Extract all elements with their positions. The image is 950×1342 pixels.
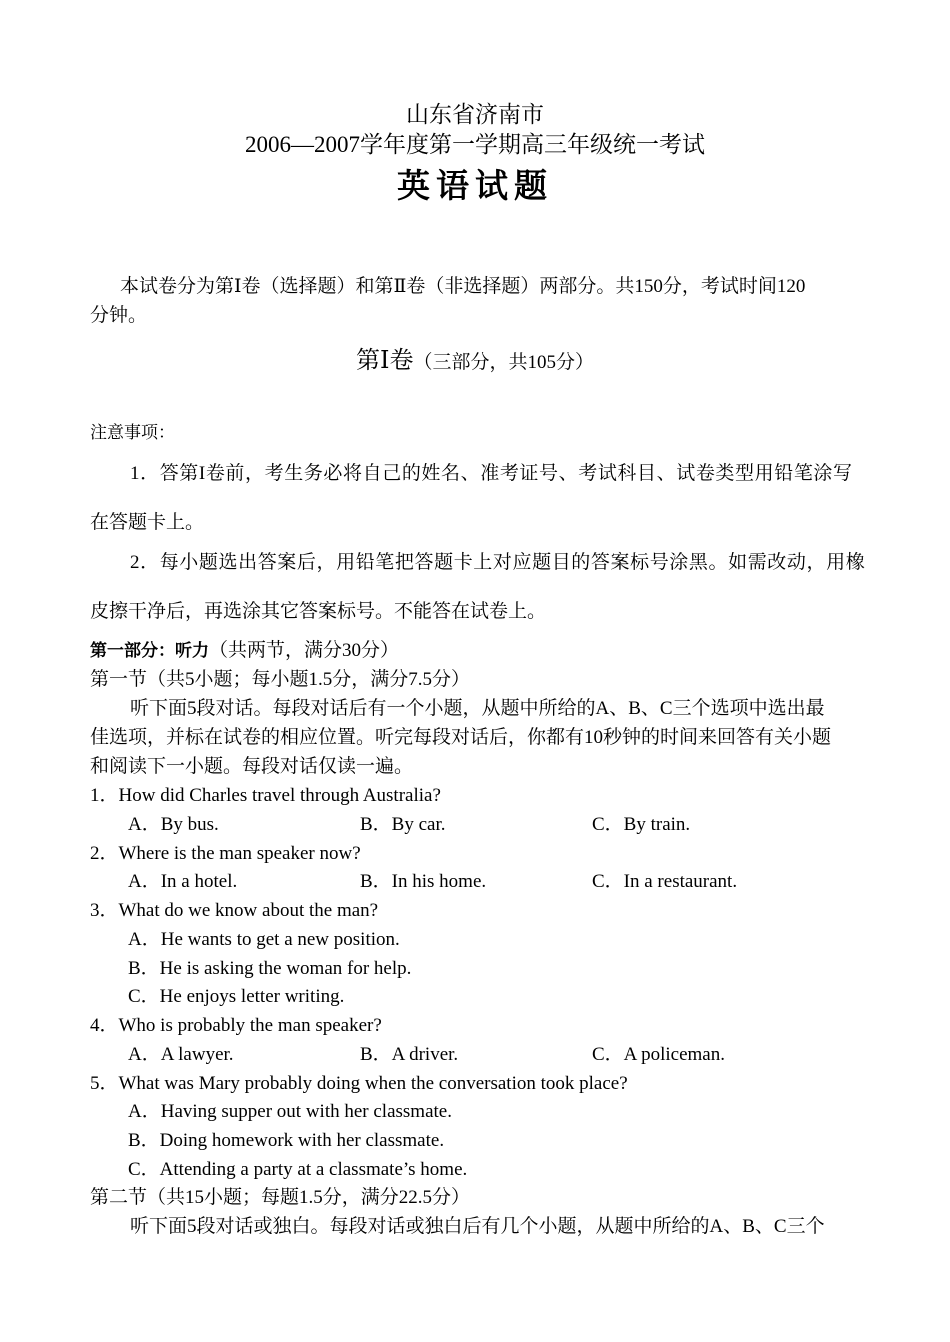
notice-item-1-line-2: 在答题卡上。 (90, 512, 205, 533)
question-5-option-b: B．Doing homework with her classmate. (128, 1130, 445, 1151)
volume-title: 第Ⅰ卷 (356, 348, 414, 374)
section1-instructions-line-1: 听下面5段对话。每段对话后有一个小题，从题中所给的A、B、C三个选项中选出最 (130, 698, 825, 719)
question-5-option-c: C．Attending a party at a classmate’s home. (128, 1159, 468, 1180)
question-1-stem: 1．How did Charles travel through Australia? (90, 785, 441, 806)
question-4-option-a: A．A lawyer. (128, 1044, 234, 1065)
question-1-option-c: C．By train. (592, 814, 691, 835)
question-2-stem: 2．Where is the man speaker now? (90, 843, 361, 864)
question-2-option-b: B．In his home. (360, 871, 487, 892)
question-4-stem: 4．Who is probably the man speaker? (90, 1015, 382, 1036)
volume-heading (0, 340, 950, 375)
section1-instructions-line-2: 佳选项，并标在试卷的相应位置。听完每段对话后，你都有10秒钟的时间来回答有关小题 (90, 727, 832, 748)
question-3-stem: 3．What do we know about the man? (90, 900, 379, 921)
question-3-option-b: B．He is asking the woman for help. (128, 958, 412, 979)
question-5-stem: 5．What was Mary probably doing when the conversation took place? (90, 1073, 628, 1094)
intro-line-2: 分钟。 (90, 305, 148, 326)
part1-heading (90, 635, 399, 662)
section1-heading: 第一节（共5小题；每小题1.5分，满分7.5分） (90, 669, 471, 690)
question-5-option-a: A．Having supper out with her classmate. (128, 1101, 452, 1122)
subject-title: 英语试题 (397, 169, 553, 205)
notice-heading: 注意事项： (90, 423, 175, 443)
question-3-option-c: C．He enjoys letter writing. (128, 986, 345, 1007)
exam-title: 2006—2007学年度第一学期高三年级统一考试 (245, 132, 705, 157)
question-2-option-a: A．In a hotel. (128, 871, 238, 892)
question-2-option-c: C．In a restaurant. (592, 871, 738, 892)
notice-item-2-line-1: 2．每小题选出答案后，用铅笔把答题卡上对应题目的答案标号涂黑。如需改动，用橡 (130, 552, 866, 573)
question-1-option-b: B．By car. (360, 814, 446, 835)
question-4-option-c: C．A policeman. (592, 1044, 725, 1065)
section2-heading: 第二节（共15小题；每题1.5分，满分22.5分） (90, 1187, 471, 1208)
region-title: 山东省济南市 (406, 102, 544, 127)
question-3-option-a: A．He wants to get a new position. (128, 929, 400, 950)
notice-item-2-line-2: 皮擦干净后，再选涂其它答案标号。不能答在试卷上。 (90, 601, 547, 622)
question-1-option-a: A．By bus. (128, 814, 219, 835)
section1-instructions-line-3: 和阅读下一小题。每段对话仅读一遍。 (90, 756, 414, 777)
part1-heading-bold: 第一部分：听力 (90, 641, 209, 661)
volume-note: （三部分，共105分） (413, 352, 594, 373)
section2-instructions-line-1: 听下面5段对话或独白。每段对话或独白后有几个小题，从题中所给的A、B、C三个 (130, 1216, 825, 1237)
notice-item-1-line-1: 1．答第I卷前，考生务必将自己的姓名、准考证号、考试科目、试卷类型用铅笔涂写 (130, 463, 853, 484)
part1-heading-note: （共两节，满分30分） (209, 640, 400, 661)
intro-line-1: 本试卷分为第Ⅰ卷（选择题）和第Ⅱ卷（非选择题）两部分。共150分，考试时间120 (120, 276, 806, 297)
question-4-option-b: B．A driver. (360, 1044, 459, 1065)
